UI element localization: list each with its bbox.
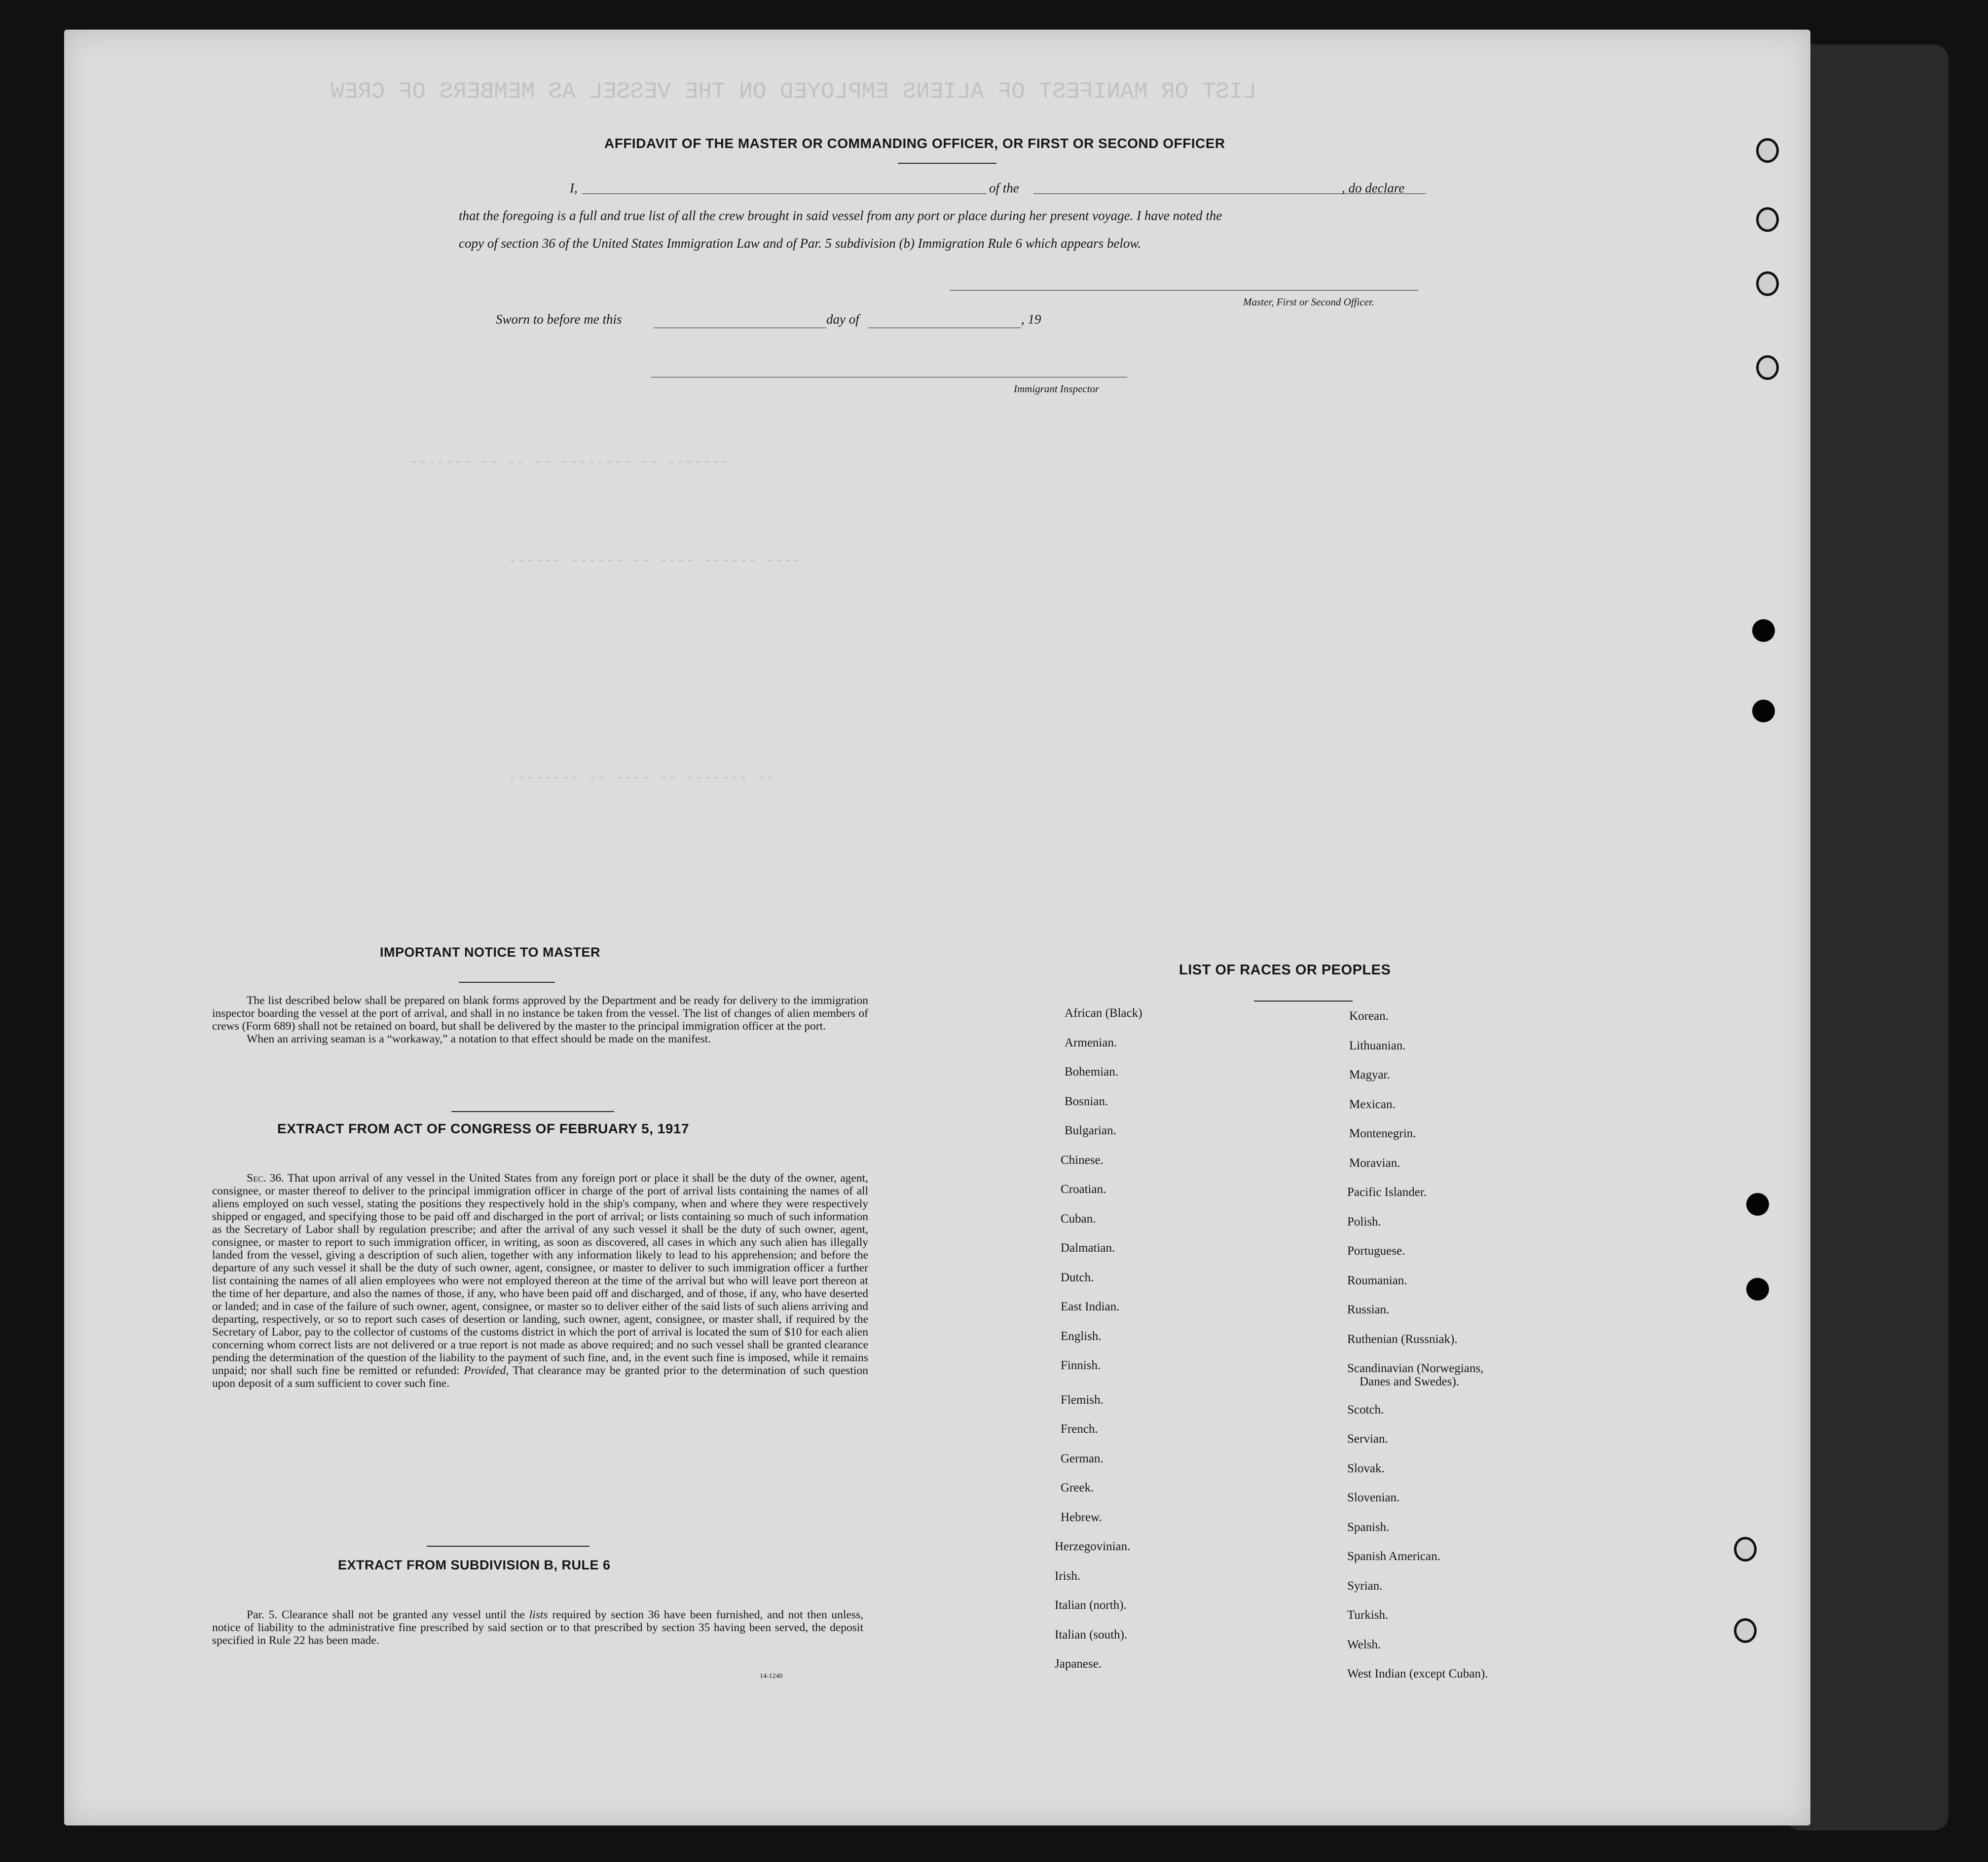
race-item-left: Finnish. — [1061, 1359, 1101, 1372]
race-item-left: African (Black) — [1065, 1006, 1142, 1020]
races-title: LIST OF RACES OR PEOPLES — [1179, 962, 1391, 978]
race-item-right: Mexican. — [1349, 1097, 1396, 1111]
binder-hole — [1734, 1618, 1757, 1643]
race-item-right: Magyar. — [1349, 1068, 1390, 1081]
binder-hole — [1746, 1193, 1769, 1216]
signature-line — [950, 290, 1418, 291]
race-item-left: Dalmatian. — [1061, 1241, 1115, 1255]
notice-paragraph-2: When an arriving seaman is a “workaway,” a notation to that effect should be made on the manifest. — [247, 1033, 711, 1045]
affidavit-i-label: I, — [570, 181, 578, 195]
race-item-left: East Indian. — [1061, 1300, 1120, 1313]
race-item-left: Italian (north). — [1055, 1599, 1127, 1612]
race-item-right: Scandinavian (Norwegians, — [1347, 1362, 1484, 1375]
race-item-right: Slovenian. — [1347, 1491, 1400, 1504]
race-item-right: Korean. — [1349, 1009, 1389, 1023]
notice-text — [212, 994, 868, 1045]
divider — [1254, 1001, 1353, 1002]
rule-text-b: required by section 36 have been furnished, and not then unless, notice of liability to the administrative fine prescribed by said section or to that prescribed by section 35 having been served, the deposit specified in Rule 22 has been made. — [212, 1608, 864, 1647]
race-item-left: Japanese. — [1055, 1657, 1102, 1671]
race-item-left: Flemish. — [1061, 1393, 1104, 1407]
race-item-right: Pacific Islander. — [1347, 1186, 1427, 1199]
race-item-right: Polish. — [1347, 1215, 1381, 1229]
signature-caption: Master, First or Second Officer. — [1243, 296, 1374, 308]
bleed-through-row: ------- -- -- -- -------- -- ------- — [409, 454, 730, 471]
race-item-right: Russian. — [1347, 1303, 1390, 1316]
extract-act-title: EXTRACT FROM ACT OF CONGRESS OF FEBRUARY 5, 1917 — [277, 1121, 690, 1136]
affidavit-do-declare: , do declare — [1342, 181, 1405, 195]
binder-hole — [1746, 1278, 1769, 1301]
race-item-left: French. — [1061, 1422, 1098, 1436]
notice-paragraph-1: The list described below shall be prepared on blank forms approved by the Department and be ready for delivery to the immigration inspector boarding the vessel at the port of arrival, and shall in no instance be taken from the vessel. The list of changes of alien members of crews (Form 689) shall not be retained on board, but shall be delivered by the master to the principal immigration officer at the port. — [212, 994, 868, 1033]
bleed-through-text: LIST OR MANIFEST OF ALIENS EMPLOYED ON THE VESSEL AS MEMBERS OF CREW — [331, 79, 1257, 105]
sworn-label: Sworn to before me this — [496, 312, 622, 327]
race-item-right: Turkish. — [1347, 1608, 1389, 1622]
form-number: 14-1240 — [760, 1673, 783, 1680]
race-item-right: Montenegrin. — [1349, 1127, 1416, 1140]
divider — [451, 1111, 614, 1112]
race-item-right: Moravian. — [1349, 1156, 1400, 1170]
extract-act-text — [212, 1172, 868, 1390]
binder-hole — [1752, 619, 1775, 642]
section-36-text: That upon arrival of any vessel in the United States from any foreign port or place it shall be the duty of the owner, agent, consignee, or master thereof to deliver to the principal immigration officer in charge of the port of arrival lists containing the names of all aliens employed on such vessel, stating the positions they respectively hold in the ship's company, when and where they were respectively shipped or engaged, and specifying those to be paid off and discharged in the port of arrival; or lists containing so much of such information as the Secretary of Labor shall by regulation prescribe; and after the arrival of any such vessel it shall be the duty of such owner, agent, consignee, or master to report to such immigration officer, in writing, as soon as discovered, all cases in which any such alien has illegally landed from the vessel, giving a description of such alien, together with any information likely to lead to his apprehension; and before the departure of any such vessel it shall be the duty of such owner, agent, consignee, or master to deliver to such immigration officer a further list containing the names of all alien employees who were not employed thereon at the time of the arrival but who will leave port thereon at the time of her departure, and also the names of those, if any, who have been paid off and discharged, and of those, if any, who have deserted or landed; and in case of the failure of such owner, agent, consignee, or master so to deliver either of the said lists of such aliens arriving and departing, respectively, or so to report such cases of desertion or landing, such owner, agent, consignee, or master shall, if required by the Secretary of Labor, pay to the collector of customs of the customs district in which the port of arrival is located the sum of $10 for each alien concerning whom correct lists are not delivered or a true report is not made as above required; and no such vessel shall be granted clearance pending the determination of the question of the liability to the payment of such fine, and, in the event such fine is imposed, while it remains unpaid; nor shall such fine be remitted or refunded: — [212, 1172, 869, 1377]
race-item-left: English. — [1061, 1329, 1102, 1343]
race-item-right: Scotch. — [1347, 1403, 1384, 1416]
affidavit-line-2: that the foregoing is a full and true list of all the crew brought in said vessel from any port or place during her present voyage. I have noted the — [459, 208, 1222, 223]
race-item-left: Greek. — [1061, 1481, 1094, 1494]
rule-text-a: Par. 5. Clearance shall not be granted any vessel until the — [247, 1608, 525, 1621]
section-36-text-end: That clearance may be granted prior to the determination of such question upon deposit of a sum sufficient to cover such fine. — [212, 1364, 869, 1390]
binder-hole — [1756, 207, 1779, 232]
race-item-left: Dutch. — [1061, 1270, 1094, 1284]
affidavit-of-the: of the — [989, 181, 1019, 195]
provided-label: Provided, — [464, 1364, 509, 1377]
race-item-left: Cuban. — [1061, 1212, 1096, 1226]
divider — [459, 982, 555, 983]
day-of-label: day of — [826, 312, 859, 327]
race-item-right: Servian. — [1347, 1432, 1388, 1446]
race-item-right: Spanish American. — [1347, 1550, 1440, 1563]
race-item-right: Portuguese. — [1347, 1244, 1405, 1258]
bleed-through-row: ------ ------ -- ---- ------ ---- — [508, 553, 802, 569]
inspector-caption: Immigrant Inspector — [1014, 383, 1100, 395]
race-item-right: West Indian (except Cuban). — [1347, 1667, 1488, 1680]
race-item-right: Welsh. — [1347, 1638, 1381, 1651]
affidavit-line-3: copy of section 36 of the United States Immigration Law and of Par. 5 subdivision (b) Immigration Rule 6 which appears below. — [459, 236, 1141, 251]
race-item-right: Slovak. — [1347, 1461, 1385, 1475]
race-item-left: Chinese. — [1061, 1153, 1104, 1167]
race-item-right: Roumanian. — [1347, 1273, 1407, 1287]
race-item-left: Irish. — [1055, 1569, 1081, 1583]
section-label: Sec. 36. — [247, 1172, 285, 1185]
race-item-left: Bulgarian. — [1065, 1124, 1116, 1137]
race-item-left: Bosnian. — [1065, 1094, 1108, 1108]
notice-title: IMPORTANT NOTICE TO MASTER — [380, 945, 600, 960]
year-label: , 19 — [1021, 312, 1041, 327]
binder-hole — [1756, 138, 1779, 163]
rule-lists-word: lists — [529, 1608, 548, 1621]
binder-hole — [1756, 271, 1779, 296]
divider — [427, 1546, 589, 1547]
race-item-right: Danes and Swedes). — [1360, 1375, 1460, 1388]
race-item-left: Armenian. — [1065, 1036, 1117, 1049]
race-item-left: Italian (south). — [1055, 1628, 1128, 1641]
divider — [898, 163, 996, 164]
bleed-through-row: -------- -- ---- -- ------- -- — [508, 770, 775, 786]
binder-hole — [1734, 1537, 1757, 1562]
document-page — [64, 30, 1810, 1825]
affidavit-title: AFFIDAVIT OF THE MASTER OR COMMANDING OFFICER, OR FIRST OR SECOND OFFICER — [604, 136, 1225, 151]
name-blank-line — [582, 193, 987, 194]
race-item-left: Bohemian. — [1065, 1065, 1119, 1079]
extract-rule-title: EXTRACT FROM SUBDIVISION B, RULE 6 — [338, 1558, 611, 1572]
binder-hole — [1756, 355, 1779, 380]
race-item-right: Ruthenian (Russniak). — [1347, 1332, 1458, 1346]
race-item-right: Spanish. — [1347, 1520, 1390, 1534]
race-item-left: Herzegovinian. — [1055, 1540, 1131, 1553]
race-item-right: Lithuanian. — [1349, 1039, 1406, 1052]
extract-rule-text — [212, 1608, 863, 1647]
binder-hole — [1752, 700, 1775, 722]
race-item-left: Hebrew. — [1061, 1510, 1102, 1524]
race-item-right: Syrian. — [1347, 1579, 1383, 1593]
race-item-left: Croatian. — [1061, 1183, 1106, 1196]
race-item-left: German. — [1061, 1452, 1104, 1465]
